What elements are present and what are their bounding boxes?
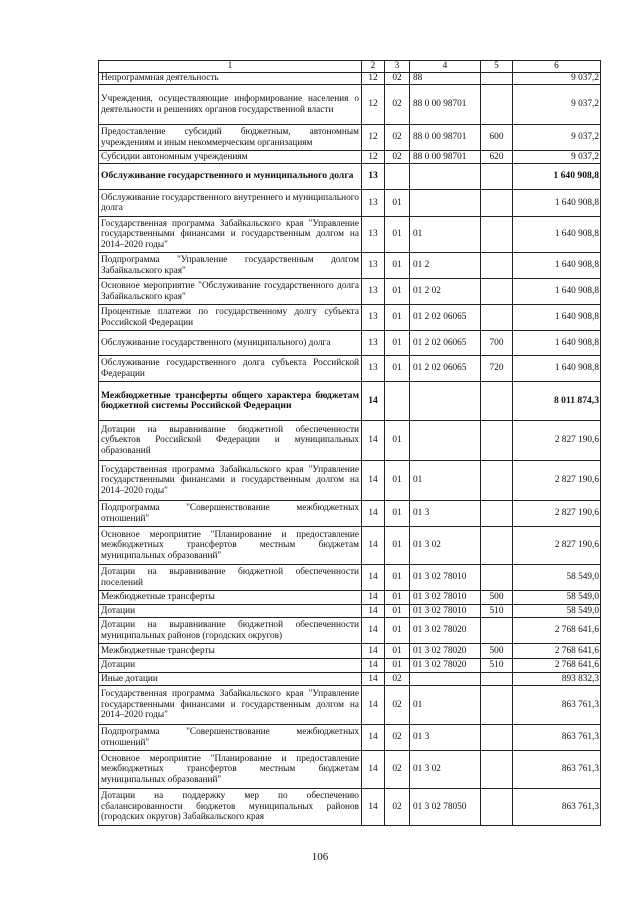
table-row	[99, 565, 601, 591]
expense-type-code	[481, 73, 513, 85]
header-cell: 4	[410, 61, 481, 73]
header-cell: 2	[362, 61, 385, 73]
expense-type-code: 510	[481, 659, 513, 673]
table-row	[99, 382, 601, 421]
target-article-code: 01 3	[410, 501, 481, 527]
expense-type-code: 620	[481, 151, 513, 164]
amount: 2 768 641,6	[513, 659, 601, 673]
table-row	[99, 331, 601, 356]
subsection-code: 01	[385, 618, 410, 644]
section-code: 14	[362, 591, 385, 605]
row-name: Межбюджетные трансферты	[99, 644, 362, 659]
amount: 1 640 908,8	[513, 331, 601, 356]
section-code: 14	[362, 725, 385, 751]
table-row	[99, 305, 601, 331]
section-code: 14	[362, 673, 385, 686]
target-article-code: 01	[410, 461, 481, 501]
subsection-code: 01	[385, 331, 410, 356]
subsection-code: 02	[385, 789, 410, 826]
target-article-code	[410, 673, 481, 686]
expense-type-code: 720	[481, 356, 513, 382]
section-code: 14	[362, 686, 385, 725]
subsection-code: 01	[385, 421, 410, 461]
target-article-code: 01 3 02 78020	[410, 659, 481, 673]
subsection-code: 02	[385, 725, 410, 751]
section-code: 13	[362, 305, 385, 331]
section-code: 14	[362, 382, 385, 421]
section-code: 12	[362, 151, 385, 164]
amount: 2 827 190,6	[513, 501, 601, 527]
row-name: Дотации	[99, 659, 362, 673]
budget-table-page	[98, 60, 600, 826]
table-row	[99, 501, 601, 527]
target-article-code: 01 3 02 78010	[410, 591, 481, 605]
table-header-row	[99, 61, 601, 73]
row-name: Дотации на выравнивание бюджетной обеспеченности муниципальных районов (городских округов)	[99, 618, 362, 644]
section-code: 13	[362, 190, 385, 217]
table-row	[99, 591, 601, 605]
row-name: Межбюджетные трансферты	[99, 591, 362, 605]
budget-table	[98, 60, 601, 826]
target-article-code	[410, 421, 481, 461]
expense-type-code	[481, 279, 513, 305]
target-article-code: 01	[410, 686, 481, 725]
table-row	[99, 151, 601, 164]
expense-type-code	[481, 85, 513, 125]
target-article-code: 01 3 02 78010	[410, 565, 481, 591]
amount: 2 827 190,6	[513, 461, 601, 501]
row-name: Субсидии автономным учреждениям	[99, 151, 362, 164]
section-code: 12	[362, 85, 385, 125]
target-article-code: 01 3 02	[410, 527, 481, 565]
expense-type-code: 500	[481, 591, 513, 605]
amount: 9 037,2	[513, 151, 601, 164]
section-code: 14	[362, 605, 385, 618]
target-article-code: 01 2 02	[410, 279, 481, 305]
expense-type-code: 700	[481, 331, 513, 356]
subsection-code	[385, 382, 410, 421]
section-code: 13	[362, 331, 385, 356]
target-article-code: 01 2 02 06065	[410, 305, 481, 331]
page-number: 106	[311, 851, 329, 863]
expense-type-code: 510	[481, 605, 513, 618]
amount: 1 640 908,8	[513, 164, 601, 190]
table-row	[99, 85, 601, 125]
section-code: 14	[362, 565, 385, 591]
table-row	[99, 164, 601, 190]
subsection-code: 01	[385, 644, 410, 659]
expense-type-code	[481, 421, 513, 461]
amount: 8 011 874,3	[513, 382, 601, 421]
table-row	[99, 125, 601, 151]
amount: 58 549,0	[513, 591, 601, 605]
row-name: Основное мероприятие "Планирование и предоставление межбюджетных трансфертов местным бюджетам муниципальных образований"	[99, 527, 362, 565]
section-code: 14	[362, 527, 385, 565]
table-row	[99, 253, 601, 279]
expense-type-code	[481, 673, 513, 686]
header-cell: 3	[385, 61, 410, 73]
target-article-code: 88 0 00 98701	[410, 125, 481, 151]
section-code: 14	[362, 644, 385, 659]
expense-type-code	[481, 382, 513, 421]
row-name: Подпрограмма "Управление государственным долгом Забайкальского края"	[99, 253, 362, 279]
section-code: 13	[362, 164, 385, 190]
amount: 2 827 190,6	[513, 421, 601, 461]
table-row	[99, 217, 601, 253]
table-row	[99, 789, 601, 826]
amount: 9 037,2	[513, 125, 601, 151]
amount: 863 761,3	[513, 789, 601, 826]
row-name: Учреждения, осуществляющие информирование населения о деятельности и решениях органов государственной власти	[99, 85, 362, 125]
amount: 2 768 641,6	[513, 618, 601, 644]
target-article-code: 88 0 00 98701	[410, 85, 481, 125]
section-code: 14	[362, 659, 385, 673]
amount: 863 761,3	[513, 751, 601, 789]
target-article-code: 01 2 02 06065	[410, 356, 481, 382]
row-name: Дотации на выравнивание бюджетной обеспеченности поселений	[99, 565, 362, 591]
subsection-code: 02	[385, 125, 410, 151]
target-article-code: 01 3 02 78020	[410, 644, 481, 659]
row-name: Обслуживание государственного (муниципального) долга	[99, 331, 362, 356]
row-name: Непрограммная деятельность	[99, 73, 362, 85]
section-code: 14	[362, 421, 385, 461]
amount: 863 761,3	[513, 725, 601, 751]
row-name: Государственная программа Забайкальского края "Управление государственными финансами и государственным долгом на 2014–2020 годы"	[99, 217, 362, 253]
subsection-code: 01	[385, 279, 410, 305]
table-row	[99, 73, 601, 85]
row-name: Межбюджетные трансферты общего характера бюджетам бюджетной системы Российской Федерации	[99, 382, 362, 421]
expense-type-code	[481, 217, 513, 253]
row-name: Обслуживание государственного долга субъекта Российской Федерации	[99, 356, 362, 382]
table-row	[99, 461, 601, 501]
subsection-code	[385, 164, 410, 190]
subsection-code: 01	[385, 527, 410, 565]
subsection-code: 02	[385, 85, 410, 125]
row-name: Дотации на выравнивание бюджетной обеспеченности субъектов Российской Федерации и муниципальных образований	[99, 421, 362, 461]
table-row	[99, 527, 601, 565]
subsection-code: 02	[385, 73, 410, 85]
section-code: 13	[362, 356, 385, 382]
row-name: Предоставление субсидий бюджетным, автономным учреждениям и иным некоммерческим организациям	[99, 125, 362, 151]
subsection-code: 02	[385, 673, 410, 686]
table-row	[99, 659, 601, 673]
subsection-code: 02	[385, 751, 410, 789]
section-code: 12	[362, 125, 385, 151]
expense-type-code	[481, 789, 513, 826]
amount: 1 640 908,8	[513, 305, 601, 331]
table-row	[99, 356, 601, 382]
amount: 58 549,0	[513, 565, 601, 591]
expense-type-code	[481, 253, 513, 279]
expense-type-code	[481, 725, 513, 751]
target-article-code	[410, 164, 481, 190]
subsection-code: 01	[385, 217, 410, 253]
section-code: 14	[362, 461, 385, 501]
row-name: Государственная программа Забайкальского края "Управление государственными финансами и государственным долгом на 2014–2020 годы"	[99, 686, 362, 725]
row-name: Подпрограмма "Совершенствование межбюджетных отношений"	[99, 501, 362, 527]
amount: 58 549,0	[513, 605, 601, 618]
expense-type-code	[481, 305, 513, 331]
target-article-code: 01 3 02 78050	[410, 789, 481, 826]
section-code: 12	[362, 73, 385, 85]
subsection-code: 01	[385, 501, 410, 527]
table-row	[99, 618, 601, 644]
table-row	[99, 673, 601, 686]
expense-type-code	[481, 618, 513, 644]
expense-type-code	[481, 751, 513, 789]
subsection-code: 02	[385, 151, 410, 164]
subsection-code: 01	[385, 565, 410, 591]
target-article-code: 01 3	[410, 725, 481, 751]
amount: 893 832,3	[513, 673, 601, 686]
amount: 9 037,2	[513, 73, 601, 85]
amount: 1 640 908,8	[513, 190, 601, 217]
amount: 2 768 641,6	[513, 644, 601, 659]
table-row	[99, 725, 601, 751]
subsection-code: 02	[385, 686, 410, 725]
section-code: 13	[362, 253, 385, 279]
target-article-code: 01 3 02 78020	[410, 618, 481, 644]
expense-type-code	[481, 164, 513, 190]
amount: 1 640 908,8	[513, 253, 601, 279]
row-name: Иные дотации	[99, 673, 362, 686]
target-article-code: 01 3 02 78010	[410, 605, 481, 618]
subsection-code: 01	[385, 190, 410, 217]
table-row	[99, 421, 601, 461]
section-code: 13	[362, 217, 385, 253]
section-code: 13	[362, 279, 385, 305]
table-row	[99, 751, 601, 789]
section-code: 14	[362, 618, 385, 644]
amount: 1 640 908,8	[513, 356, 601, 382]
amount: 1 640 908,8	[513, 217, 601, 253]
target-article-code	[410, 382, 481, 421]
table-row	[99, 686, 601, 725]
subsection-code: 01	[385, 659, 410, 673]
amount: 863 761,3	[513, 686, 601, 725]
row-name: Обслуживание государственного внутреннего и муниципального долга	[99, 190, 362, 217]
target-article-code: 88 0 00 98701	[410, 151, 481, 164]
table-row	[99, 644, 601, 659]
section-code: 14	[362, 501, 385, 527]
row-name: Подпрограмма "Совершенствование межбюджетных отношений"	[99, 725, 362, 751]
expense-type-code	[481, 565, 513, 591]
target-article-code: 01 3 02	[410, 751, 481, 789]
row-name: Дотации	[99, 605, 362, 618]
row-name: Дотации на поддержку мер по обеспечению сбалансированности бюджетов муниципальных районов (городских округов) Забайкальского края	[99, 789, 362, 826]
target-article-code: 01 2	[410, 253, 481, 279]
section-code: 14	[362, 789, 385, 826]
subsection-code: 01	[385, 591, 410, 605]
row-name: Государственная программа Забайкальского края "Управление государственными финансами и государственным долгом на 2014–2020 годы"	[99, 461, 362, 501]
target-article-code	[410, 190, 481, 217]
table-row	[99, 279, 601, 305]
target-article-code: 88	[410, 73, 481, 85]
amount: 9 037,2	[513, 85, 601, 125]
subsection-code: 01	[385, 253, 410, 279]
header-cell: 5	[481, 61, 513, 73]
row-name: Процентные платежи по государственному долгу субъекта Российской Федерации	[99, 305, 362, 331]
expense-type-code: 600	[481, 125, 513, 151]
section-code: 14	[362, 751, 385, 789]
subsection-code: 01	[385, 461, 410, 501]
expense-type-code	[481, 527, 513, 565]
header-cell: 6	[513, 61, 601, 73]
row-name: Основное мероприятие "Планирование и предоставление межбюджетных трансфертов местным бюджетам муниципальных образований"	[99, 751, 362, 789]
subsection-code: 01	[385, 305, 410, 331]
target-article-code: 01 2 02 06065	[410, 331, 481, 356]
header-cell: 1	[99, 61, 362, 73]
subsection-code: 01	[385, 356, 410, 382]
row-name: Обслуживание государственного и муниципального долга	[99, 164, 362, 190]
target-article-code: 01	[410, 217, 481, 253]
expense-type-code	[481, 501, 513, 527]
expense-type-code: 500	[481, 644, 513, 659]
row-name: Основное мероприятие "Обслуживание государственного долга Забайкальского края"	[99, 279, 362, 305]
amount: 2 827 190,6	[513, 527, 601, 565]
expense-type-code	[481, 686, 513, 725]
table-row	[99, 190, 601, 217]
amount: 1 640 908,8	[513, 279, 601, 305]
table-row	[99, 605, 601, 618]
expense-type-code	[481, 461, 513, 501]
expense-type-code	[481, 190, 513, 217]
subsection-code: 01	[385, 605, 410, 618]
